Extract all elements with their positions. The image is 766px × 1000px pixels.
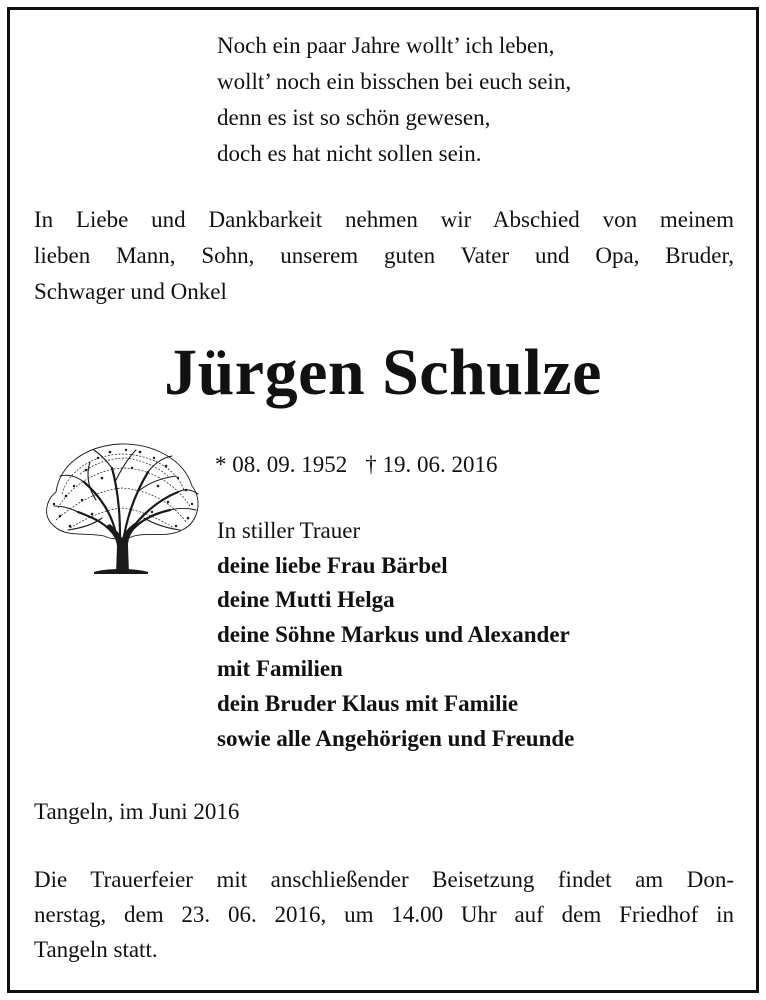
poem: [217, 28, 571, 172]
mourner-line: mit Familien: [217, 656, 343, 682]
service-line: Tangeln statt.: [34, 937, 158, 962]
tree-icon: [36, 434, 206, 574]
birth-date: * 08. 09. 1952: [215, 452, 348, 477]
place-date: Tangeln, im Juni 2016: [34, 799, 240, 824]
poem-line: Noch ein paar Jahre wollt’ ich leben,: [217, 33, 555, 58]
service-line: nerstag, dem 23. 06. 2016, um 14.00 Uhr auf dem Friedhof in: [34, 902, 734, 927]
mourners-intro: In stiller Trauer: [217, 518, 361, 543]
death-date: † 19. 06. 2016: [365, 452, 498, 477]
funeral-service-info: [34, 862, 734, 967]
mourner-line: sowie alle Angehörigen und Freunde: [217, 725, 575, 751]
deceased-name: Jürgen Schulze: [164, 336, 602, 409]
mourner-line: deine Söhne Markus und Alexander: [217, 621, 570, 647]
service-line: Die Trauerfeier mit anschließender Beisetzung findet am Don-: [34, 867, 734, 892]
farewell-line: In Liebe und Dankbarkeit nehmen wir Abschied von meinem: [34, 207, 734, 232]
poem-line: doch es hat nicht sollen sein.: [217, 141, 482, 166]
farewell-line: Schwager und Onkel: [34, 279, 227, 304]
life-dates: [215, 447, 498, 483]
poem-line: wollt’ noch ein bisschen bei euch sein,: [217, 69, 572, 94]
obituary-notice: [7, 7, 759, 993]
mourner-line: dein Bruder Klaus mit Familie: [217, 690, 519, 716]
poem-line: denn es ist so schön gewesen,: [217, 105, 491, 130]
farewell-text: [34, 202, 734, 310]
mourner-line: deine Mutti Helga: [217, 587, 395, 613]
mourners-list: [217, 514, 574, 756]
mourner-line: deine liebe Frau Bärbel: [217, 552, 448, 578]
farewell-line: lieben Mann, Sohn, unserem guten Vater und Opa, Bruder,: [34, 243, 734, 268]
